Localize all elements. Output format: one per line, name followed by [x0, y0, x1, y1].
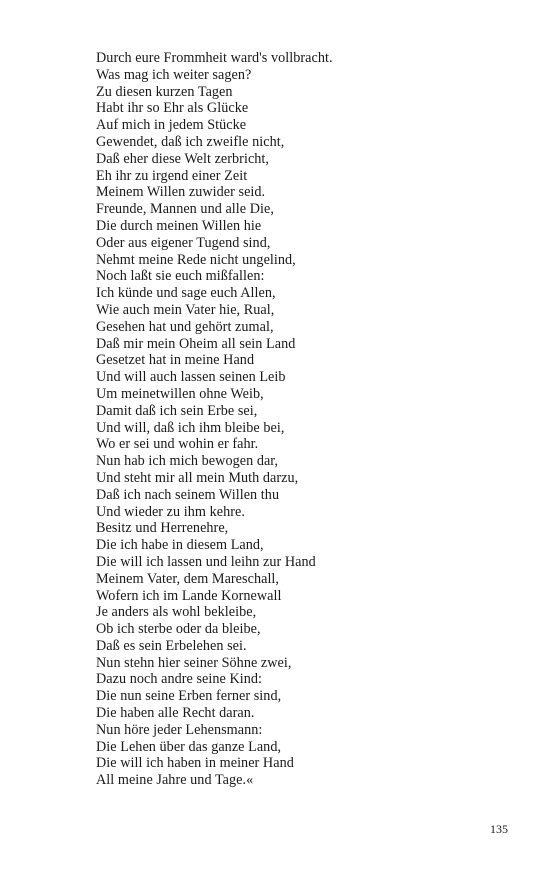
poem-line: Die Lehen über das ganze Land,	[96, 738, 282, 755]
poem-line: Nun stehn hier seiner Söhne zwei,	[96, 654, 292, 671]
poem-line: Daß eher diese Welt zerbricht,	[96, 150, 270, 167]
poem-line: Auf mich in jedem Stücke	[96, 117, 247, 134]
poem-line: Daß ich nach seinem Willen thu	[96, 486, 280, 503]
poem-line: Die will ich haben in meiner Hand	[96, 755, 294, 772]
poem-line: Noch laßt sie euch mißfallen:	[96, 268, 265, 285]
poem-line: Und will auch lassen seinen Leib	[96, 369, 286, 386]
poem-line: Daß es sein Erbelehen sei.	[96, 637, 247, 654]
poem-line: Zu diesen kurzen Tagen	[96, 83, 233, 100]
poem-line: Und will, daß ich ihm bleibe bei,	[96, 419, 285, 436]
poem-line: Die ich habe in diesem Land,	[96, 537, 264, 554]
poem-line: Um meinetwillen ohne Weib,	[96, 385, 264, 402]
poem-line: Dazu noch andre seine Kind:	[96, 671, 263, 688]
poem-line: Wo er sei und wohin er fahr.	[96, 436, 259, 453]
poem-line: Besitz und Herrenehre,	[96, 520, 229, 537]
poem-line: Gewendet, daß ich zweifle nicht,	[96, 133, 285, 150]
poem-line: Meinem Willen zuwider seid.	[96, 184, 266, 201]
page-number: 135	[490, 822, 508, 836]
poem-line: All meine Jahre und Tage.«	[96, 772, 254, 789]
poem-line: Eh ihr zu irgend einer Zeit	[96, 167, 248, 184]
poem-line: Damit daß ich sein Erbe sei,	[96, 402, 258, 419]
poem-line: Und wieder zu ihm kehre.	[96, 503, 245, 520]
poem-line: Die nun seine Erben ferner sind,	[96, 688, 282, 705]
poem-line: Nehmt meine Rede nicht ungelind,	[96, 251, 296, 268]
poem-line: Oder aus eigener Tugend sind,	[96, 234, 271, 251]
poem-line: Gesetzet hat in meine Hand	[96, 352, 255, 369]
poem-text	[96, 50, 516, 789]
poem-line: Freunde, Mannen und alle Die,	[96, 201, 274, 218]
poem-line: Und steht mir all mein Muth darzu,	[96, 469, 299, 486]
poem-line: Daß mir mein Oheim all sein Land	[96, 335, 296, 352]
poem-line: Wie auch mein Vater hie, Rual,	[96, 301, 275, 318]
poem-line: Was mag ich weiter sagen?	[96, 66, 252, 83]
poem-line: Wofern ich im Lande Kornewall	[96, 587, 282, 604]
poem-line: Die will ich lassen und leihn zur Hand	[96, 553, 316, 570]
poem-line: Nun höre jeder Lehensmann:	[96, 721, 263, 738]
poem-line: Durch eure Frommheit ward's vollbracht.	[96, 50, 333, 66]
poem-line: Die durch meinen Willen hie	[96, 217, 262, 234]
poem-line: Ich künde und sage euch Allen,	[96, 285, 276, 302]
poem-line: Ob ich sterbe oder da bleibe,	[96, 621, 261, 638]
poem-line: Gesehen hat und gehört zumal,	[96, 318, 274, 335]
poem-line: Meinem Vater, dem Mareschall,	[96, 570, 280, 587]
poem-line: Die haben alle Recht daran.	[96, 705, 255, 722]
poem-line: Habt ihr so Ehr als Glücke	[96, 100, 249, 117]
poem-line: Je anders als wohl bekleibe,	[96, 604, 257, 621]
poem-line: Nun hab ich mich bewogen dar,	[96, 453, 279, 470]
